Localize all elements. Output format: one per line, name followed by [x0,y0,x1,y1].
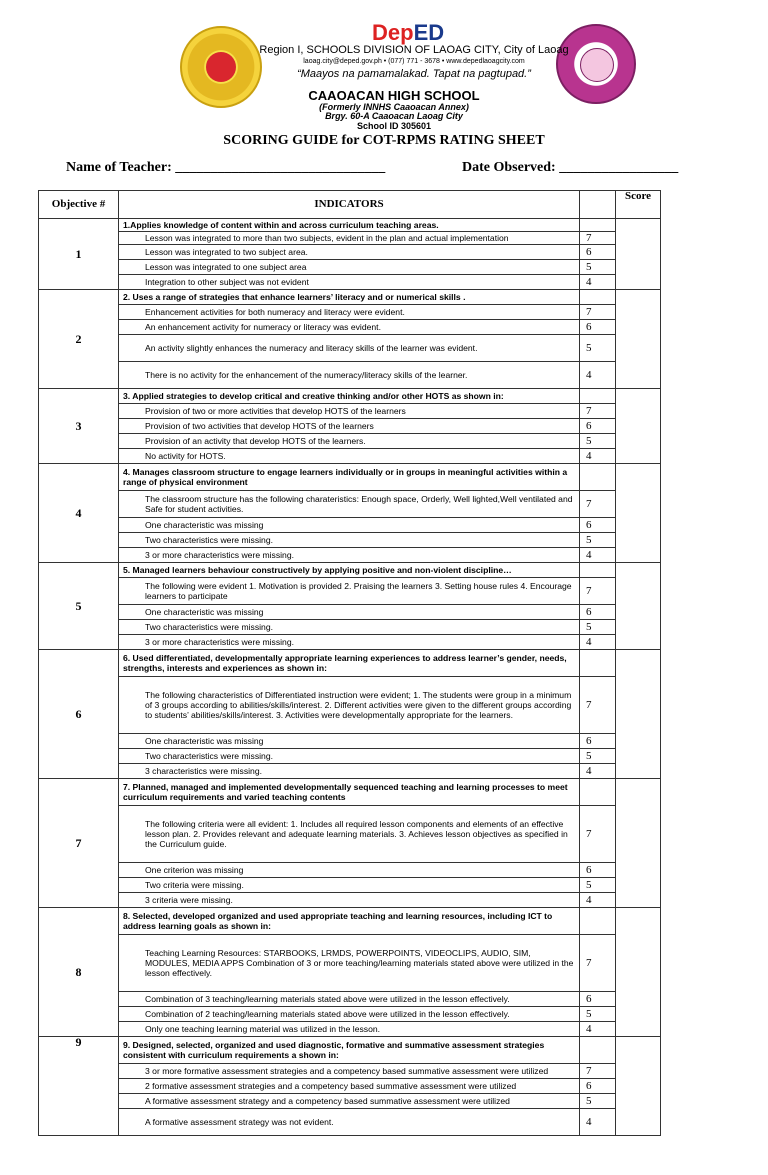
indicator-row [39,305,661,320]
indicator-row [39,404,661,419]
indicator-text: 3 or more characteristics were missing. [119,635,580,650]
indicator-points: 5 [580,335,616,362]
indicator-points: 7 [580,305,616,320]
score-cell[interactable] [616,908,661,1037]
indicator-points: 4 [580,275,616,290]
indicator-text: Lesson was integrated to one subject area [119,260,580,275]
indicator-points: 7 [580,232,616,245]
indicator-points: 7 [580,677,616,734]
indicator-row [39,677,661,734]
objective-title: 3. Applied strategies to develop critical and creative thinking and/or other HOTS as shown in: [119,389,580,404]
indicator-text: Combination of 3 teaching/learning materials stated above were utilized in the lesson effectively. [119,992,580,1007]
indicator-row [39,1007,661,1022]
indicator-text: No activity for HOTS. [119,449,580,464]
scoring-table [38,190,661,1136]
indicator-text: Two criteria were missing. [119,878,580,893]
indicator-text: Integration to other subject was not evident [119,275,580,290]
indicator-row [39,1079,661,1094]
indicator-points: 6 [580,863,616,878]
objective-title: 7. Planned, managed and implemented developmentally sequenced teaching and learning processes to meet curriculum requirements and varied teaching contents [119,779,580,806]
objective-number: 7 [39,779,119,908]
indicator-row [39,806,661,863]
indicator-points: 5 [580,1094,616,1109]
objective-title-row [39,563,661,578]
region-line: Region I, SCHOOLS DIVISION OF LAOAG CITY, City of Laoag [259,44,569,56]
school-id: School ID 305601 [356,121,432,131]
indicator-text: One characteristic was missing [119,518,580,533]
indicator-points: 6 [580,320,616,335]
date-observed-field: Date Observed: _________________ [462,160,679,175]
indicator-points: 6 [580,605,616,620]
table-body [39,219,661,1136]
motto-line: “Maayos na pamamalakad. Tapat na pagtupad.” [297,68,531,80]
objective-title: 9. Designed, selected, organized and used diagnostic, formative and summative assessment strategies consistent with curriculum requirements a shown in: [119,1037,580,1064]
objective-number: 6 [39,650,119,779]
indicator-text: Teaching Learning Resources: STARBOOKS, LRMDS, POWERPOINTS, VIDEOCLIPS, AUDIO, SIM, MODULES, MEDIA APPS Combination of 3 or more teaching/learning materials stated above were utilized in the lesson effectively. [119,935,580,992]
former-name: (Formerly INNHS Caaoacan Annex) [319,102,469,112]
indicator-points: 6 [580,419,616,434]
indicator-text: 3 or more characteristics were missing. [119,548,580,563]
indicator-text: One characteristic was missing [119,734,580,749]
indicator-text: 3 criteria were missing. [119,893,580,908]
objective-title-row [39,219,661,232]
indicator-points: 4 [580,449,616,464]
school-address: Brgy. 60-A Caaoacan Laoag City [325,111,463,121]
points-cell [580,1037,616,1064]
indicator-text: Only one teaching learning material was utilized in the lesson. [119,1022,580,1037]
contact-line: laoag.city@deped.gov.ph • (077) 771 - 3678 • www.depedlaoagcity.com [303,58,525,65]
objective-number: 3 [39,389,119,464]
objective-title: 4. Manages classroom structure to engage learners individually or in groups in meaningful activities within a range of physical environment [119,464,580,491]
score-cell[interactable] [616,389,661,464]
indicator-text: An activity slightly enhances the numeracy and literacy skills of the learner was evident. [119,335,580,362]
indicator-points: 7 [580,404,616,419]
indicator-row [39,232,661,245]
document-title: SCORING GUIDE for COT-RPMS RATING SHEET [223,133,545,148]
indicator-text: Two characteristics were missing. [119,749,580,764]
indicator-points: 7 [580,1064,616,1079]
indicator-points: 4 [580,764,616,779]
points-cell [580,908,616,935]
indicator-points: 7 [580,806,616,863]
objective-title-row [39,464,661,491]
objective-number: 4 [39,464,119,563]
indicator-points: 7 [580,578,616,605]
indicator-points: 6 [580,245,616,260]
indicator-row [39,275,661,290]
objective-number: 8 [39,908,119,1037]
objective-number: 9 [39,1037,119,1136]
points-column-header [580,191,616,219]
objective-number: 2 [39,290,119,389]
indicator-text: 3 or more formative assessment strategies and a competency based summative assessment were utilized [119,1064,580,1079]
indicator-row [39,605,661,620]
objective-title: 5. Managed learners behaviour constructively by applying positive and non-violent discipline… [119,563,580,578]
deped-logo: DepED [372,20,445,45]
score-cell[interactable] [616,290,661,389]
indicator-text: One characteristic was missing [119,605,580,620]
objective-title-row [39,290,661,305]
score-cell[interactable] [616,1037,661,1136]
score-cell[interactable] [616,464,661,563]
indicator-points: 4 [580,362,616,389]
indicator-text: Two characteristics were missing. [119,533,580,548]
indicator-row [39,260,661,275]
indicator-text: Combination of 2 teaching/learning materials stated above were utilized in the lesson effectively. [119,1007,580,1022]
indicator-row [39,749,661,764]
indicator-text: Lesson was integrated to more than two subjects, evident in the plan and actual implementation [119,232,580,245]
indicator-row [39,1109,661,1136]
indicator-row [39,449,661,464]
score-cell[interactable] [616,779,661,908]
points-cell [580,464,616,491]
indicator-text: A formative assessment strategy was not evident. [119,1109,580,1136]
indicator-row [39,992,661,1007]
indicator-text: Enhancement activities for both numeracy and literacy were evident. [119,305,580,320]
indicator-row [39,362,661,389]
indicator-points: 5 [580,533,616,548]
indicator-text: Lesson was integrated to two subject area. [119,245,580,260]
objective-title-row [39,1037,661,1064]
indicator-points: 7 [580,935,616,992]
indicator-row [39,320,661,335]
indicator-row [39,635,661,650]
indicator-points: 6 [580,734,616,749]
points-cell [580,290,616,305]
indicator-row [39,863,661,878]
objective-title-row [39,650,661,677]
indicator-row [39,434,661,449]
indicator-row [39,1064,661,1079]
score-cell[interactable] [616,219,661,290]
indicator-text: There is no activity for the enhancement of the numeracy/literacy skills of the learner. [119,362,580,389]
indicator-row [39,548,661,563]
indicator-text: The classroom structure has the following charateristics: Enough space, Orderly, Well lighted,Well ventilated and Safe for student activities. [119,491,580,518]
indicators-column-header: INDICATORS [119,191,580,219]
indicator-text: The following were evident 1. Motivation is provided 2. Praising the learners 3. Setting house rules 4. Encourage learners to participate [119,578,580,605]
indicator-points: 6 [580,518,616,533]
score-cell[interactable] [616,650,661,779]
objective-title-row [39,908,661,935]
objective-number: 5 [39,563,119,650]
score-column-header: Score [616,191,661,219]
indicator-points: 5 [580,260,616,275]
indicator-text: Provision of two or more activities that develop HOTS of the learners [119,404,580,419]
objective-title: 1.Applies knowledge of content within and across curriculum teaching areas. [119,219,580,232]
indicator-points: 4 [580,1022,616,1037]
points-cell [580,389,616,404]
indicator-row [39,764,661,779]
objective-title-row [39,779,661,806]
indicator-text: The following characteristics of Differentiated instruction were evident; 1. The students were group in a minimum of 3 groups according to abilities/skills/interest. 2. Different activities were given to the different groups according to students’ abilities/skills/interest. 3. Activities were developmentally appropriate for the learners. [119,677,580,734]
points-cell [580,650,616,677]
indicator-text: Provision of two activities that develop HOTS of the learners [119,419,580,434]
objective-number: 1 [39,219,119,290]
letterhead [0,0,768,130]
indicator-row [39,335,661,362]
teacher-name-field: Name of Teacher: ______________________________ [66,160,386,175]
indicator-points: 4 [580,635,616,650]
indicator-row [39,1022,661,1037]
indicator-row [39,419,661,434]
indicator-text: The following criteria were all evident: 1. Includes all required lesson components and elements of an effective lesson plan. 2. Provides relevant and adequate learning materials. 3. Achieves lesson objectives as specified in the Curriculum guide. [119,806,580,863]
points-cell [580,219,616,232]
indicator-points: 5 [580,878,616,893]
indicator-row [39,245,661,260]
score-cell[interactable] [616,563,661,650]
indicator-row [39,935,661,992]
indicator-points: 4 [580,1109,616,1136]
indicator-points: 6 [580,1079,616,1094]
indicator-points: 4 [580,548,616,563]
objective-title: 2. Uses a range of strategies that enhance learners’ literacy and or numerical skills . [119,290,580,305]
indicator-points: 5 [580,749,616,764]
indicator-points: 6 [580,992,616,1007]
points-cell [580,779,616,806]
indicator-row [39,734,661,749]
indicator-text: An enhancement activity for numeracy or literacy was evident. [119,320,580,335]
objective-title-row [39,389,661,404]
points-cell [580,563,616,578]
indicator-row [39,620,661,635]
indicator-row [39,518,661,533]
indicator-points: 7 [580,491,616,518]
indicator-text: A formative assessment strategy and a competency based summative assessment were utilized [119,1094,580,1109]
indicator-row [39,878,661,893]
indicator-points: 5 [580,620,616,635]
indicator-row [39,578,661,605]
school-name: CAAOACAN HIGH SCHOOL [308,88,480,103]
indicator-row [39,893,661,908]
indicator-text: One criterion was missing [119,863,580,878]
objective-title: 8. Selected, developed organized and used appropriate teaching and learning resources, including ICT to address learning goals as shown in: [119,908,580,935]
objective-column-header: Objective # [39,191,119,219]
objective-title: 6. Used differentiated, developmentally appropriate learning experiences to address learner’s gender, needs, strengths, interests and experiences as shown in: [119,650,580,677]
indicator-row [39,491,661,518]
indicator-points: 4 [580,893,616,908]
indicator-points: 5 [580,1007,616,1022]
indicator-points: 5 [580,434,616,449]
indicator-text: Provision of an activity that develop HOTS of the learners. [119,434,580,449]
indicator-text: 2 formative assessment strategies and a competency based summative assessment were utilized [119,1079,580,1094]
indicator-row [39,533,661,548]
indicator-text: 3 characteristics were missing. [119,764,580,779]
indicator-row [39,1094,661,1109]
indicator-text: Two characteristics were missing. [119,620,580,635]
